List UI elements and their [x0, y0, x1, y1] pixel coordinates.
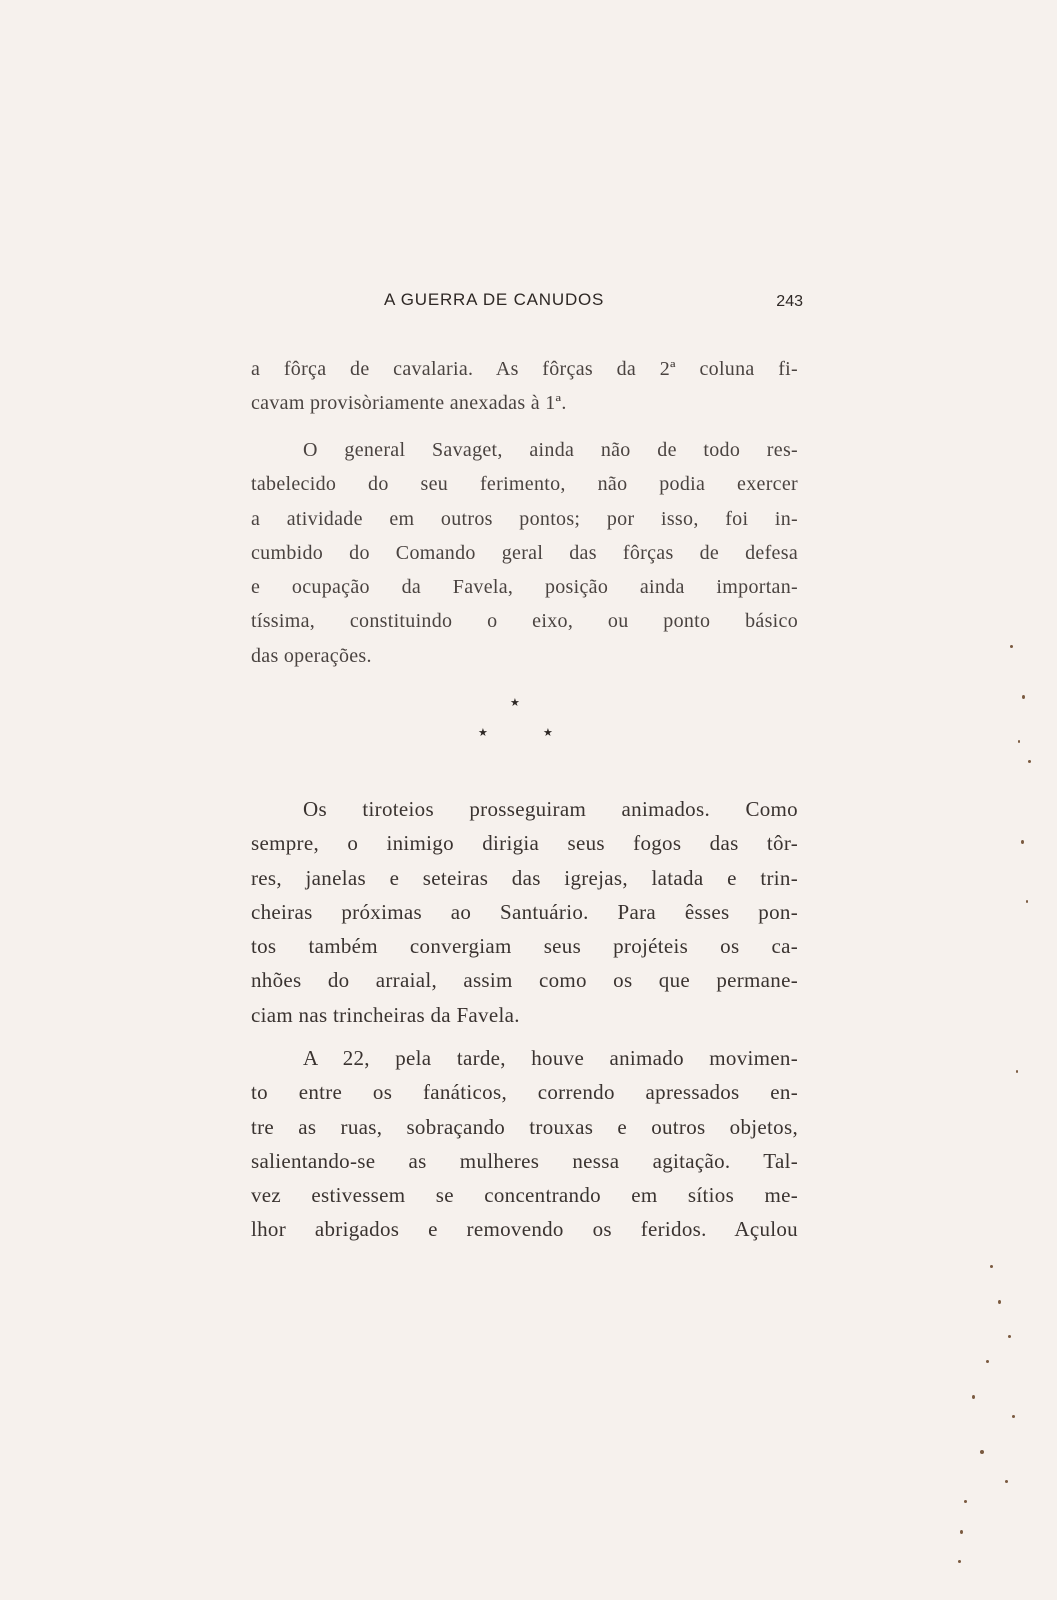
paragraph-2: [251, 433, 798, 673]
text-line: vez estivessem se concentrando em sítios me-: [251, 1183, 798, 1208]
star-icon: ★: [543, 726, 553, 739]
foxing-speck: [1012, 1415, 1015, 1418]
text-line: salientando-se as mulheres nessa agitação. Tal-: [251, 1148, 798, 1173]
text-line: tabelecido do seu ferimento, não podia exercer: [251, 473, 798, 496]
text-line: res, janelas e seteiras das igrejas, latada e trin-: [251, 865, 798, 890]
foxing-speck: [998, 1300, 1001, 1304]
text-line: A 22, pela tarde, houve animado movimen-: [303, 1046, 798, 1070]
text-line: cheiras próximas ao Santuário. Para êsses pon-: [251, 899, 798, 924]
star-icon: ★: [478, 726, 488, 739]
foxing-speck: [964, 1500, 967, 1503]
foxing-speck: [1010, 645, 1013, 648]
foxing-speck: [960, 1530, 963, 1534]
text-line: to entre os fanáticos, correndo apressados en-: [251, 1080, 798, 1105]
text-line: ciam nas trincheiras da Favela.: [251, 1002, 520, 1027]
text-line: cavam provisòriamente anexadas à 1ª.: [251, 392, 567, 415]
text-line: a atividade em outros pontos; por isso, foi in-: [251, 507, 798, 530]
paragraph-3: [251, 792, 798, 1032]
text-line: nhões do arraial, assim como os que permane-: [251, 968, 798, 993]
text-line: Os tiroteios prosseguiram animados. Como: [303, 797, 798, 821]
text-line: tre as ruas, sobraçando trouxas e outros objetos,: [251, 1114, 798, 1139]
foxing-speck: [1022, 695, 1025, 699]
foxing-speck: [1005, 1480, 1008, 1483]
foxing-speck: [1008, 1335, 1011, 1338]
text-line: a fôrça de cavalaria. As fôrças da 2ª coluna fi-: [251, 358, 798, 380]
paragraph-1: [251, 352, 798, 421]
foxing-speck: [1016, 1070, 1018, 1073]
foxing-speck: [980, 1450, 984, 1454]
section-asterism: [470, 690, 560, 750]
foxing-speck: [958, 1560, 961, 1563]
text-line: tos também convergiam seus projéteis os ca-: [251, 934, 798, 959]
running-head: [250, 290, 803, 320]
foxing-speck: [990, 1265, 993, 1268]
page-number: 243: [776, 293, 803, 310]
foxing-speck: [1018, 740, 1020, 743]
foxing-speck: [1026, 900, 1028, 903]
paragraph-4: [251, 1041, 798, 1247]
text-line: lhor abrigados e removendo os feridos. Açulou: [251, 1217, 798, 1242]
text-line: sempre, o inimigo dirigia seus fogos das tôr-: [251, 831, 798, 856]
text-line: das operações.: [251, 644, 372, 667]
star-icon: ★: [510, 696, 520, 709]
paper-foxing-specks: [900, 600, 1057, 1600]
text-line: e ocupação da Favela, posição ainda importan-: [251, 576, 798, 599]
running-title: A GUERRA DE CANUDOS: [384, 290, 605, 309]
text-line: O general Savaget, ainda não de todo res-: [303, 439, 798, 461]
foxing-speck: [986, 1360, 989, 1363]
foxing-speck: [1021, 840, 1024, 844]
text-line: cumbido do Comando geral das fôrças de defesa: [251, 541, 798, 564]
foxing-speck: [972, 1395, 975, 1399]
text-line: tíssima, constituindo o eixo, ou ponto básico: [251, 610, 798, 633]
foxing-speck: [1028, 760, 1031, 763]
